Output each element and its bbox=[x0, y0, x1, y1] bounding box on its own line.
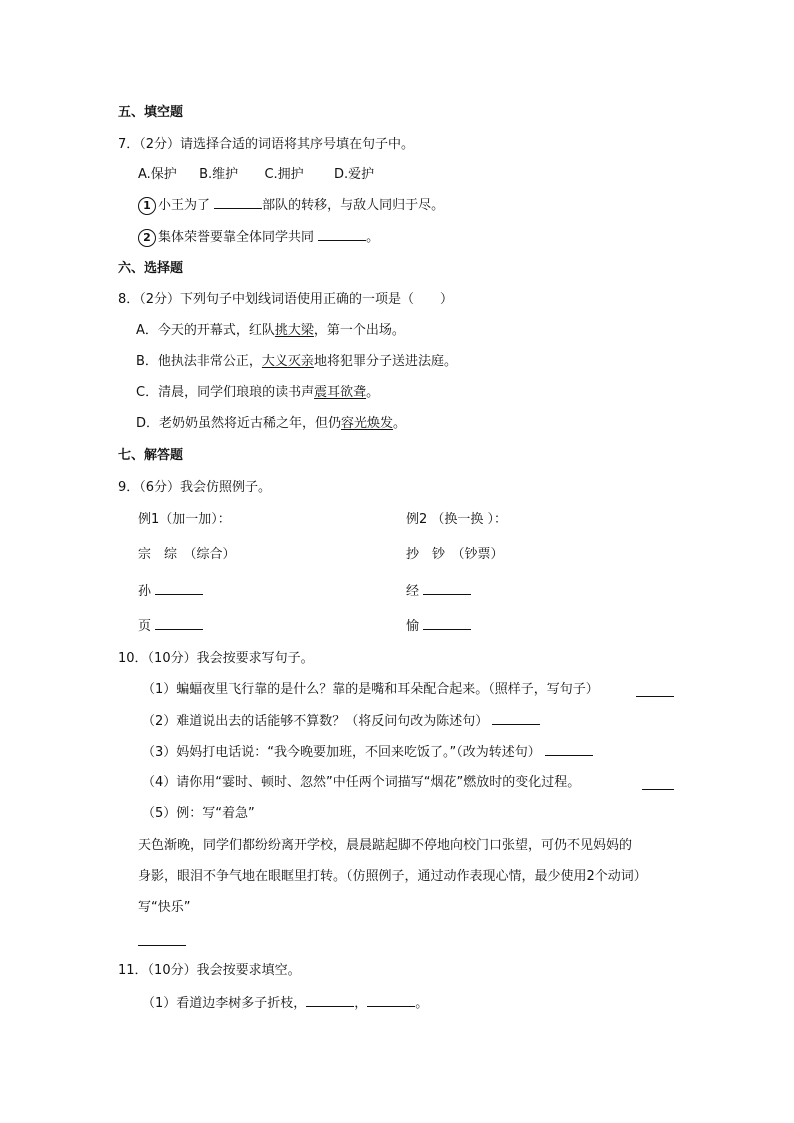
q10-p5-line-1: 天色渐晚，同学们都纷纷离开学校，晨晨踮起脚不停地向校门口张望，可仍不见妈妈的 bbox=[138, 838, 633, 853]
q8-d-post: 。 bbox=[393, 416, 407, 431]
q9-word-3: 页 bbox=[138, 619, 152, 634]
q10-p2-text: （2）难道说出去的话能够不算数？（将反问句改为陈述句） bbox=[142, 714, 489, 729]
q7-stem: 7．（2分）请选择合适的词语将其序号填在句子中。 bbox=[118, 137, 415, 152]
q11-p1-blank-1[interactable] bbox=[306, 994, 354, 1007]
q9-item-1 bbox=[138, 582, 203, 601]
q11-stem: 11．（10分）我会按要求填空。 bbox=[118, 963, 301, 978]
q9-word-2: 经 bbox=[406, 584, 420, 599]
q8-a-underlined: 挑大梁 bbox=[274, 323, 314, 338]
q10-p1-text: （1）蝙蝠夜里飞行靠的是什么？靠的是嘴和耳朵配合起来。（照样子，写句子） bbox=[142, 682, 599, 697]
q7-s2-blank[interactable] bbox=[318, 228, 366, 241]
q8-c-underlined: 震耳欲聋 bbox=[314, 385, 367, 400]
q8-b-underlined: 大义灭亲 bbox=[261, 354, 314, 369]
q7-sentence-1 bbox=[138, 196, 444, 215]
q11-p1-sep: ， bbox=[354, 996, 368, 1011]
q8-a-post: ，第一个出场。 bbox=[313, 323, 405, 338]
q8-option-c[interactable] bbox=[136, 384, 379, 402]
q8-c-pre: C．清晨，同学们琅琅的读书声 bbox=[136, 385, 315, 400]
q9-example-2-label: 例2 （换一换 ）： bbox=[406, 512, 508, 527]
q9-word-1: 孙 bbox=[138, 584, 152, 599]
q8-option-b[interactable] bbox=[136, 353, 457, 371]
q9-example-1-label: 例1（加一加）： bbox=[138, 512, 231, 527]
q8-a-pre: A．今天的开幕式，红队 bbox=[136, 323, 275, 338]
q8-stem: 8．（2分）下列句子中划线词语使用正确的一项是（ ） bbox=[118, 292, 454, 307]
q9-blank-3[interactable] bbox=[155, 617, 203, 630]
q7-options bbox=[138, 166, 374, 184]
section-title-6: 六、选择题 bbox=[118, 261, 184, 276]
q10-stem: 10．（10分）我会按要求写句子。 bbox=[118, 651, 314, 666]
q10-part-3 bbox=[142, 743, 593, 762]
q9-item-2 bbox=[406, 582, 471, 601]
q9-blank-1[interactable] bbox=[155, 582, 203, 595]
q7-option-c: C.拥护 bbox=[264, 167, 304, 182]
q10-p4-blank[interactable] bbox=[642, 777, 674, 790]
q10-part-4 bbox=[142, 774, 580, 792]
q10-p5-blank[interactable] bbox=[138, 933, 186, 946]
q10-part-2 bbox=[142, 712, 540, 731]
q10-p3-blank[interactable] bbox=[545, 743, 593, 756]
section-title-7: 七、解答题 bbox=[118, 448, 184, 463]
q9-stem: 9．（6分）我会仿照例子。 bbox=[118, 480, 272, 495]
q7-s2-text-a: 集体荣誉要靠全体同学共同 bbox=[158, 230, 315, 245]
q7-option-b: B.维护 bbox=[199, 167, 239, 182]
q10-part-5: （5）例：写“着急” bbox=[142, 806, 255, 821]
q8-d-pre: D．老奶奶虽然将近古稀之年，但仍 bbox=[136, 416, 342, 431]
q11-p1-blank-2[interactable] bbox=[367, 994, 415, 1007]
q7-s1-text-a: 小王为了 bbox=[158, 198, 211, 213]
q9-word-4: 愉 bbox=[406, 619, 420, 634]
q9-example-1-sample: 宗 综 （综合） bbox=[138, 547, 236, 562]
q11-p1-text: （1）看道边李树多子折枝， bbox=[142, 996, 307, 1011]
q10-p2-blank[interactable] bbox=[492, 712, 540, 725]
q11-part-1 bbox=[142, 994, 428, 1013]
q10-part-1 bbox=[142, 681, 599, 699]
q7-s2-text-b: 。 bbox=[366, 230, 380, 245]
q10-p3-text: （3）妈妈打电话说：“我今晚要加班，不回来吃饭了。”（改为转述句） bbox=[142, 745, 541, 760]
q10-p1-blank[interactable] bbox=[636, 684, 674, 697]
q8-b-post: 地将犯罪分子送进法庭。 bbox=[313, 354, 457, 369]
q8-option-a[interactable] bbox=[136, 322, 405, 340]
q8-c-post: 。 bbox=[366, 385, 380, 400]
section-title-5: 五、填空题 bbox=[118, 105, 184, 120]
q10-p5-line-3: 写“快乐” bbox=[138, 900, 191, 915]
q7-s1-blank[interactable] bbox=[214, 196, 262, 209]
q9-item-4 bbox=[406, 617, 471, 636]
q8-option-d[interactable] bbox=[136, 415, 406, 433]
circled-number-2: 2 bbox=[138, 229, 156, 247]
q9-blank-2[interactable] bbox=[423, 582, 471, 595]
q7-s1-text-b: 部队的转移，与敌人同归于尽。 bbox=[262, 198, 445, 213]
q9-example-2-sample: 抄 钞 （钞票） bbox=[406, 547, 504, 562]
q7-option-a: A.保护 bbox=[138, 167, 177, 182]
q11-p1-end: 。 bbox=[415, 996, 429, 1011]
q9-item-3 bbox=[138, 617, 203, 636]
q9-blank-4[interactable] bbox=[423, 617, 471, 630]
q10-p5-line-2: 身影，眼泪不争气地在眼眶里打转。（仿照例子，通过动作表现心情，最少使用2个动词） bbox=[138, 869, 647, 884]
circled-number-1: 1 bbox=[138, 197, 156, 215]
q7-sentence-2 bbox=[138, 228, 379, 247]
q10-p4-text: （4）请你用“霎时、顿时、忽然”中任两个词描写“烟花”燃放时的变化过程。 bbox=[142, 775, 581, 790]
q7-option-d: D.爱护 bbox=[333, 167, 375, 182]
q8-d-underlined: 容光焕发 bbox=[341, 416, 394, 431]
q8-b-pre: B．他执法非常公正， bbox=[136, 354, 262, 369]
